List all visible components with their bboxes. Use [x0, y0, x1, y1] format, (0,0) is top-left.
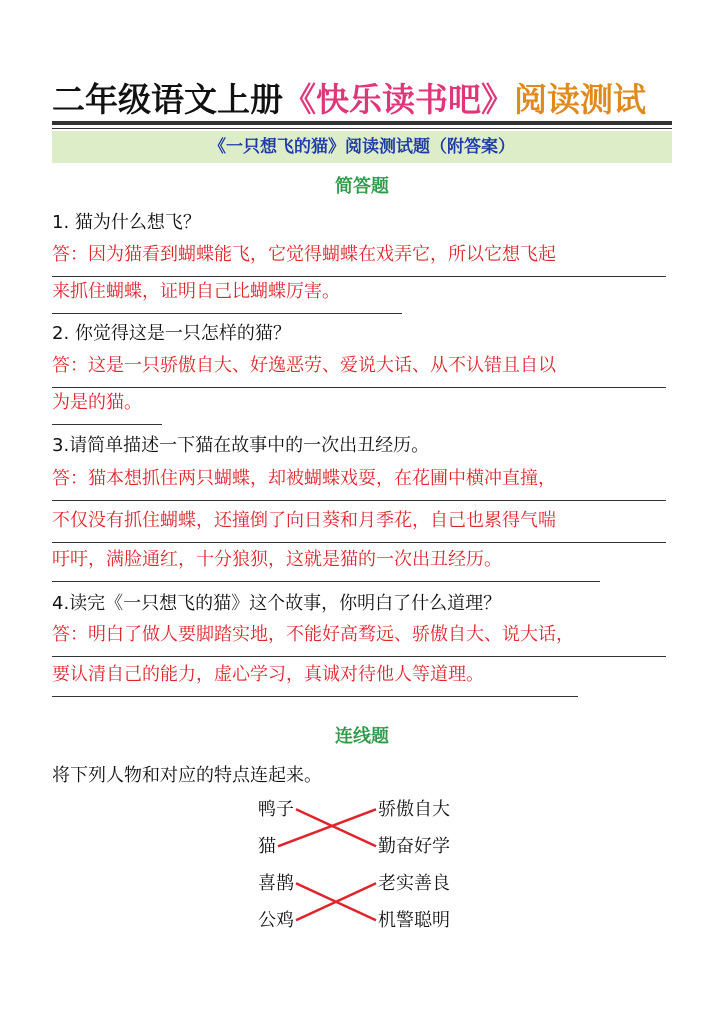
answer-4-line-1: 答：明白了做人要脚踏实地，不能好高骛远、骄傲自大、说大话， — [52, 620, 666, 657]
question-2: 2. 你觉得这是一只怎样的猫？ — [52, 323, 291, 344]
match-left-item: 喜鹊 — [258, 873, 294, 894]
answer-1-line-2: 来抓住蝴蝶，证明自己比蝴蝶厉害。 — [52, 277, 402, 314]
answer-1-line-1: 答：因为猫看到蝴蝶能飞，它觉得蝴蝶在戏弄它，所以它想飞起 — [52, 240, 666, 277]
match-right-item: 老实善良 — [378, 873, 450, 894]
header-grade-text: 二年级语文上册 — [52, 80, 283, 119]
answer-2-line-1: 答：这是一只骄傲自大、好逸恶劳、爱说大话、从不认错且自以 — [52, 351, 666, 388]
question-3: 3.请简单描述一下猫在故事中的一次出丑经历。 — [52, 435, 430, 456]
answer-3-line-1: 答：猫本想抓住两只蝴蝶，却被蝴蝶戏耍，在花圃中横冲直撞， — [52, 464, 666, 501]
matching-instruction: 将下列人物和对应的特点连起来。 — [52, 765, 322, 786]
match-left-item: 公鸡 — [258, 910, 294, 931]
answer-2-line-2: 为是的猫。 — [52, 388, 162, 425]
short-answer-section-title: 简答题 — [335, 176, 389, 197]
answer-3-line-3: 吁吁，满脸通红，十分狼狈，这就是猫的一次出丑经历。 — [52, 545, 600, 582]
match-right-item: 机警聪明 — [378, 910, 450, 931]
question-4: 4.读完《一只想飞的猫》这个故事，你明白了什么道理？ — [52, 593, 502, 614]
match-left-item: 鸭子 — [258, 799, 294, 820]
subtitle-bar: 《一只想飞的猫》阅读测试题（附答案） — [52, 131, 672, 163]
answer-3-line-2: 不仅没有抓住蝴蝶，还撞倒了向日葵和月季花，自己也累得气喘 — [52, 506, 666, 543]
matching-section-title: 连线题 — [335, 726, 389, 747]
match-left-item: 猫 — [258, 836, 276, 857]
match-right-item: 勤奋好学 — [378, 836, 450, 857]
match-right-item: 骄傲自大 — [378, 799, 450, 820]
header-book-title: 《快乐读书吧》 — [283, 80, 514, 119]
answer-4-line-2: 要认清自己的能力，虚心学习，真诚对待他人等道理。 — [52, 660, 578, 697]
header-test-text: 阅读测试 — [514, 80, 646, 119]
question-1: 1. 猫为什么想飞？ — [52, 212, 201, 233]
